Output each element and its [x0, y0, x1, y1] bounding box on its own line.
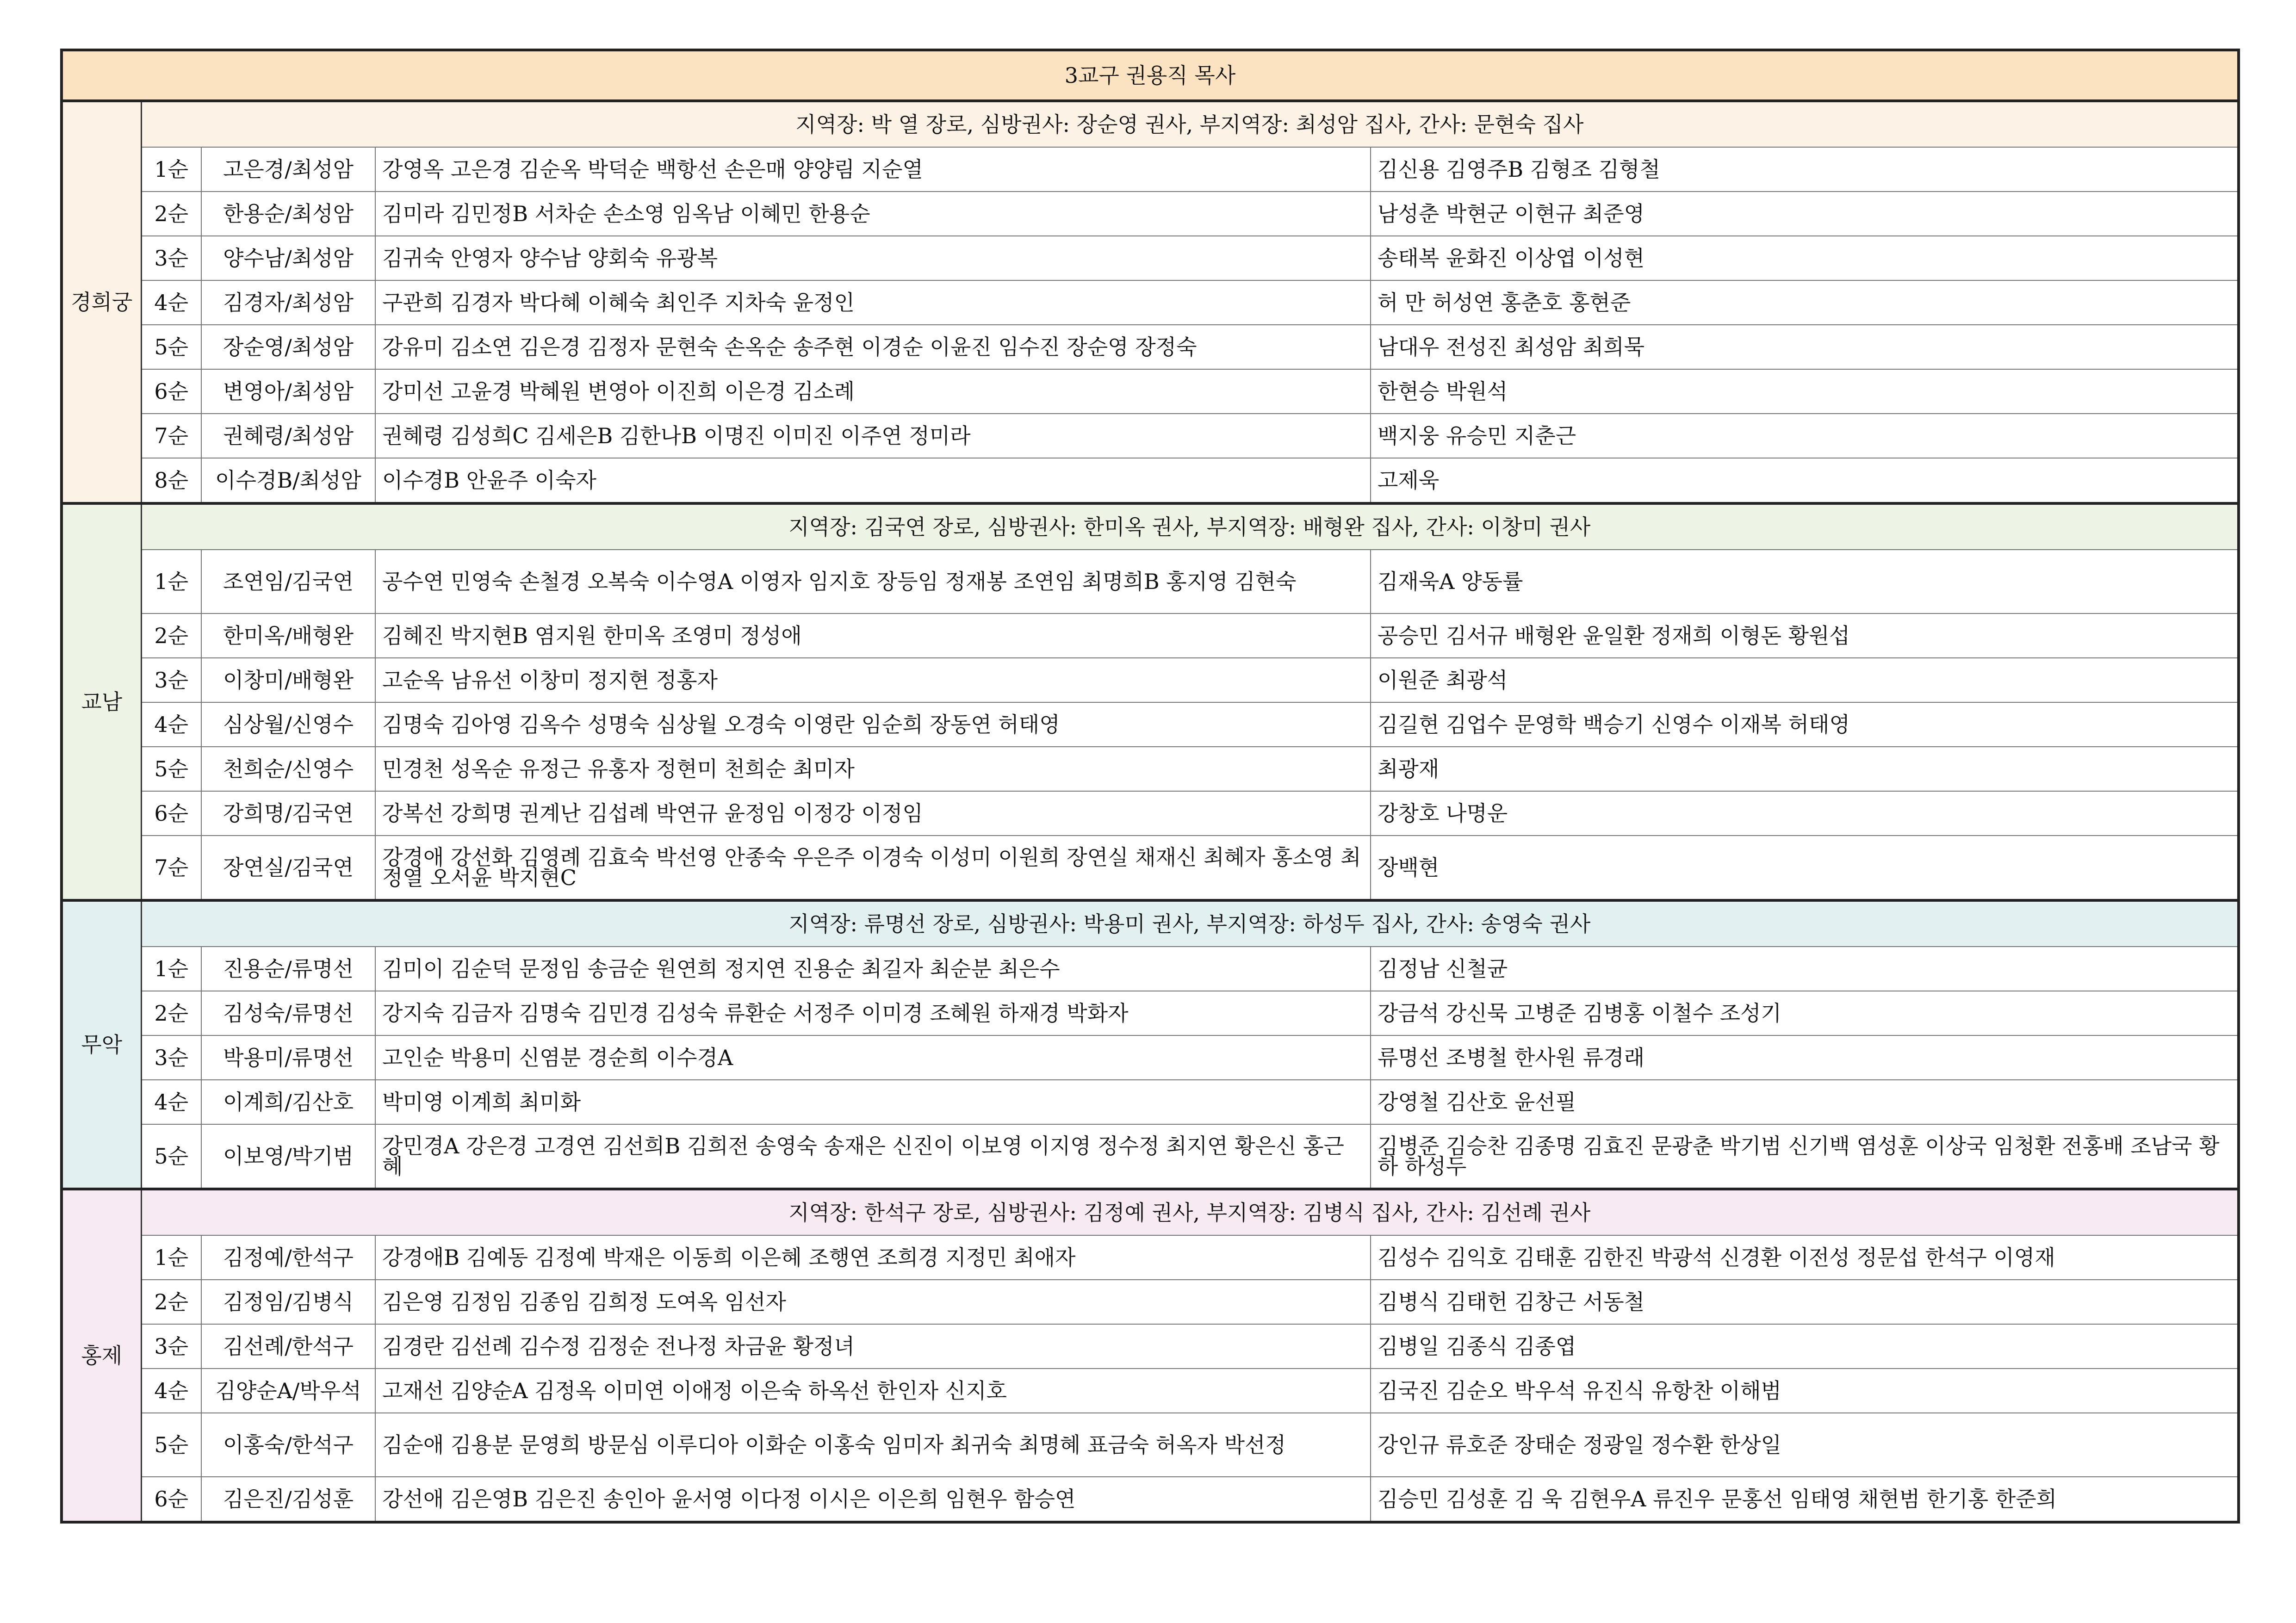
region-leader-row — [62, 101, 2239, 147]
soon-leader-pair: 장연실/김국연 — [201, 836, 375, 900]
soon-leader-pair: 이홍숙/한석구 — [201, 1413, 375, 1477]
title-row — [62, 50, 2239, 101]
women-members: 이수경B 안윤주 이숙자 — [375, 458, 1371, 503]
soon-number: 7순 — [141, 836, 201, 900]
soon-leader-pair: 한미옥/배형완 — [201, 613, 375, 658]
region-leaders: 지역장: 한석구 장로, 심방권사: 김정예 권사, 부지역장: 김병식 집사, 간사: 김선례 권사 — [141, 1189, 2239, 1235]
soon-number: 3순 — [141, 1035, 201, 1080]
soon-row — [62, 947, 2239, 991]
soon-number: 3순 — [141, 236, 201, 280]
soon-row — [62, 1413, 2239, 1477]
soon-row — [62, 613, 2239, 658]
women-members: 고재선 김양순A 김정옥 이미연 이애정 이은숙 하옥선 한인자 신지호 — [375, 1369, 1371, 1413]
region-name: 무악 — [62, 900, 141, 1189]
soon-row — [62, 1369, 2239, 1413]
soon-leader-pair: 이수경B/최성암 — [201, 458, 375, 503]
soon-leader-pair: 김양순A/박우석 — [201, 1369, 375, 1413]
soon-number: 5순 — [141, 1413, 201, 1477]
soon-leader-pair: 천희순/신영수 — [201, 747, 375, 791]
soon-row — [62, 1235, 2239, 1280]
soon-leader-pair: 김은진/김성훈 — [201, 1477, 375, 1522]
soon-row — [62, 458, 2239, 503]
soon-number: 1순 — [141, 947, 201, 991]
men-members: 류명선 조병철 한사원 류경래 — [1371, 1035, 2239, 1080]
region-leaders: 지역장: 김국연 장로, 심방권사: 한미옥 권사, 부지역장: 배형완 집사, 간사: 이창미 권사 — [141, 503, 2239, 550]
women-members: 강영옥 고은경 김순옥 박덕순 백항선 손은매 양양림 지순열 — [375, 147, 1371, 192]
soon-number: 6순 — [141, 1477, 201, 1522]
soon-number: 1순 — [141, 147, 201, 192]
women-members: 김순애 김용분 문영희 방문심 이루디아 이화순 이홍숙 임미자 최귀숙 최명혜 표금숙 허옥자 박선정 — [375, 1413, 1371, 1477]
soon-leader-pair: 진용순/류명선 — [201, 947, 375, 991]
district-roster-table — [60, 49, 2240, 1524]
men-members: 강인규 류호준 장태순 정광일 정수환 한상일 — [1371, 1413, 2239, 1477]
women-members: 김미라 김민정B 서차순 손소영 임옥남 이혜민 한용순 — [375, 192, 1371, 236]
women-members: 김은영 김정임 김종임 김희정 도여옥 임선자 — [375, 1280, 1371, 1324]
region-name: 교남 — [62, 503, 141, 900]
women-members: 권혜령 김성희C 김세은B 김한나B 이명진 이미진 이주연 정미라 — [375, 414, 1371, 458]
soon-leader-pair: 김성숙/류명선 — [201, 991, 375, 1035]
women-members: 김미이 김순덕 문정임 송금순 원연희 정지연 진용순 최길자 최순분 최은수 — [375, 947, 1371, 991]
soon-leader-pair: 권혜령/최성암 — [201, 414, 375, 458]
men-members: 김승민 김성훈 김 욱 김현우A 류진우 문홍선 임태영 채현범 한기홍 한준희 — [1371, 1477, 2239, 1522]
women-members: 구관희 김경자 박다혜 이혜숙 최인주 지차숙 윤정인 — [375, 280, 1371, 325]
men-members: 강창호 나명운 — [1371, 791, 2239, 836]
soon-row — [62, 369, 2239, 414]
soon-leader-pair: 김선례/한석구 — [201, 1324, 375, 1369]
women-members: 공수연 민영숙 손철경 오복숙 이수영A 이영자 임지호 장등임 정재봉 조연임 최명희B 홍지영 김현숙 — [375, 550, 1371, 613]
women-members: 강경애 강선화 김영례 김효숙 박선영 안종숙 우은주 이경숙 이성미 이원희 장연실 채재신 최혜자 홍소영 최정열 오서윤 박지현C — [375, 836, 1371, 900]
region-leader-row — [62, 900, 2239, 947]
men-members: 김성수 김익호 김태훈 김한진 박광석 신경환 이전성 정문섭 한석구 이영재 — [1371, 1235, 2239, 1280]
soon-leader-pair: 김정임/김병식 — [201, 1280, 375, 1324]
men-members: 김병준 김승찬 김종명 김효진 문광춘 박기범 신기백 염성훈 이상국 임청환 전홍배 조남국 황 하 하성두 — [1371, 1124, 2239, 1189]
soon-row — [62, 550, 2239, 613]
soon-row — [62, 147, 2239, 192]
soon-row — [62, 280, 2239, 325]
soon-leader-pair: 조연임/김국연 — [201, 550, 375, 613]
men-members: 김길현 김업수 문영학 백승기 신영수 이재복 허태영 — [1371, 702, 2239, 747]
men-members: 김병식 김태헌 김창근 서동철 — [1371, 1280, 2239, 1324]
soon-leader-pair: 이보영/박기범 — [201, 1124, 375, 1189]
men-members: 허 만 허성연 홍춘호 홍현준 — [1371, 280, 2239, 325]
soon-number: 5순 — [141, 747, 201, 791]
women-members: 고인순 박용미 신염분 경순희 이수경A — [375, 1035, 1371, 1080]
men-members: 송태복 윤화진 이상엽 이성현 — [1371, 236, 2239, 280]
men-members: 장백현 — [1371, 836, 2239, 900]
men-members: 김국진 김순오 박우석 유진식 유항찬 이해범 — [1371, 1369, 2239, 1413]
soon-number: 5순 — [141, 325, 201, 369]
men-members: 이원준 최광석 — [1371, 658, 2239, 702]
men-members: 최광재 — [1371, 747, 2239, 791]
soon-row — [62, 1035, 2239, 1080]
soon-number: 4순 — [141, 1080, 201, 1124]
sheet-title: 3교구 권용직 목사 — [62, 50, 2239, 101]
men-members: 강금석 강신묵 고병준 김병홍 이철수 조성기 — [1371, 991, 2239, 1035]
men-members: 김신용 김영주B 김형조 김형철 — [1371, 147, 2239, 192]
women-members: 강미선 고윤경 박혜원 변영아 이진희 이은경 김소례 — [375, 369, 1371, 414]
women-members: 김귀숙 안영자 양수남 양회숙 유광복 — [375, 236, 1371, 280]
women-members: 강선애 김은영B 김은진 송인아 윤서영 이다정 이시은 이은희 임현우 함승연 — [375, 1477, 1371, 1522]
soon-leader-pair: 강희명/김국연 — [201, 791, 375, 836]
soon-row — [62, 791, 2239, 836]
soon-number: 1순 — [141, 550, 201, 613]
soon-number: 2순 — [141, 613, 201, 658]
soon-number: 5순 — [141, 1124, 201, 1189]
women-members: 강민경A 강은경 고경연 김선희B 김희전 송영숙 송재은 신진이 이보영 이지영 정수정 최지연 황은신 홍근혜 — [375, 1124, 1371, 1189]
region-leader-row — [62, 503, 2239, 550]
soon-number: 4순 — [141, 280, 201, 325]
soon-leader-pair: 고은경/최성암 — [201, 147, 375, 192]
region-name: 경희궁 — [62, 101, 141, 503]
soon-row — [62, 1477, 2239, 1522]
soon-row — [62, 192, 2239, 236]
women-members: 박미영 이계희 최미화 — [375, 1080, 1371, 1124]
soon-leader-pair: 이계희/김산호 — [201, 1080, 375, 1124]
soon-leader-pair: 김경자/최성암 — [201, 280, 375, 325]
soon-row — [62, 1324, 2239, 1369]
soon-number: 2순 — [141, 192, 201, 236]
soon-row — [62, 658, 2239, 702]
men-members: 김정남 신철균 — [1371, 947, 2239, 991]
men-members: 남대우 전성진 최성암 최희묵 — [1371, 325, 2239, 369]
soon-number: 4순 — [141, 702, 201, 747]
women-members: 강유미 김소연 김은경 김정자 문현숙 손옥순 송주현 이경순 이윤진 임수진 장순영 장정숙 — [375, 325, 1371, 369]
soon-number: 6순 — [141, 791, 201, 836]
soon-row — [62, 1124, 2239, 1189]
soon-row — [62, 325, 2239, 369]
soon-number: 1순 — [141, 1235, 201, 1280]
soon-row — [62, 414, 2239, 458]
women-members: 김명숙 김아영 김옥수 성명숙 심상월 오경숙 이영란 임순희 장동연 허태영 — [375, 702, 1371, 747]
soon-leader-pair: 박용미/류명선 — [201, 1035, 375, 1080]
soon-leader-pair: 심상월/신영수 — [201, 702, 375, 747]
soon-number: 2순 — [141, 1280, 201, 1324]
soon-leader-pair: 장순영/최성암 — [201, 325, 375, 369]
men-members: 공승민 김서규 배형완 윤일환 정재희 이형돈 황원섭 — [1371, 613, 2239, 658]
soon-number: 4순 — [141, 1369, 201, 1413]
soon-leader-pair: 김정예/한석구 — [201, 1235, 375, 1280]
soon-row — [62, 991, 2239, 1035]
soon-row — [62, 836, 2239, 900]
women-members: 고순옥 남유선 이창미 정지현 정홍자 — [375, 658, 1371, 702]
soon-number: 3순 — [141, 658, 201, 702]
men-members: 백지웅 유승민 지춘근 — [1371, 414, 2239, 458]
soon-leader-pair: 변영아/최성암 — [201, 369, 375, 414]
men-members: 남성춘 박현군 이현규 최준영 — [1371, 192, 2239, 236]
women-members: 김경란 김선례 김수정 김정순 전나정 차금윤 황정녀 — [375, 1324, 1371, 1369]
men-members: 고제욱 — [1371, 458, 2239, 503]
men-members: 김재욱A 양동률 — [1371, 550, 2239, 613]
soon-row — [62, 1080, 2239, 1124]
soon-leader-pair: 양수남/최성암 — [201, 236, 375, 280]
region-leader-row — [62, 1189, 2239, 1235]
region-leaders: 지역장: 류명선 장로, 심방권사: 박용미 권사, 부지역장: 하성두 집사, 간사: 송영숙 권사 — [141, 900, 2239, 947]
women-members: 강복선 강희명 권계난 김섭례 박연규 윤정임 이정강 이정임 — [375, 791, 1371, 836]
soon-row — [62, 236, 2239, 280]
region-name: 홍제 — [62, 1189, 141, 1522]
women-members: 김혜진 박지현B 염지원 한미옥 조영미 정성애 — [375, 613, 1371, 658]
soon-number: 2순 — [141, 991, 201, 1035]
women-members: 강지숙 김금자 김명숙 김민경 김성숙 류환순 서정주 이미경 조혜원 하재경 박화자 — [375, 991, 1371, 1035]
soon-number: 7순 — [141, 414, 201, 458]
soon-row — [62, 702, 2239, 747]
soon-number: 6순 — [141, 369, 201, 414]
soon-row — [62, 1280, 2239, 1324]
region-leaders: 지역장: 박 열 장로, 심방권사: 장순영 권사, 부지역장: 최성암 집사, 간사: 문현숙 집사 — [141, 101, 2239, 147]
soon-leader-pair: 이창미/배형완 — [201, 658, 375, 702]
men-members: 김병일 김종식 김종엽 — [1371, 1324, 2239, 1369]
roster-body — [62, 50, 2239, 1522]
women-members: 민경천 성옥순 유정근 유홍자 정현미 천희순 최미자 — [375, 747, 1371, 791]
men-members: 강영철 김산호 윤선필 — [1371, 1080, 2239, 1124]
men-members: 한현승 박원석 — [1371, 369, 2239, 414]
women-members: 강경애B 김예동 김정예 박재은 이동희 이은혜 조행연 조희경 지정민 최애자 — [375, 1235, 1371, 1280]
soon-leader-pair: 한용순/최성암 — [201, 192, 375, 236]
soon-number: 3순 — [141, 1324, 201, 1369]
soon-number: 8순 — [141, 458, 201, 503]
soon-row — [62, 747, 2239, 791]
